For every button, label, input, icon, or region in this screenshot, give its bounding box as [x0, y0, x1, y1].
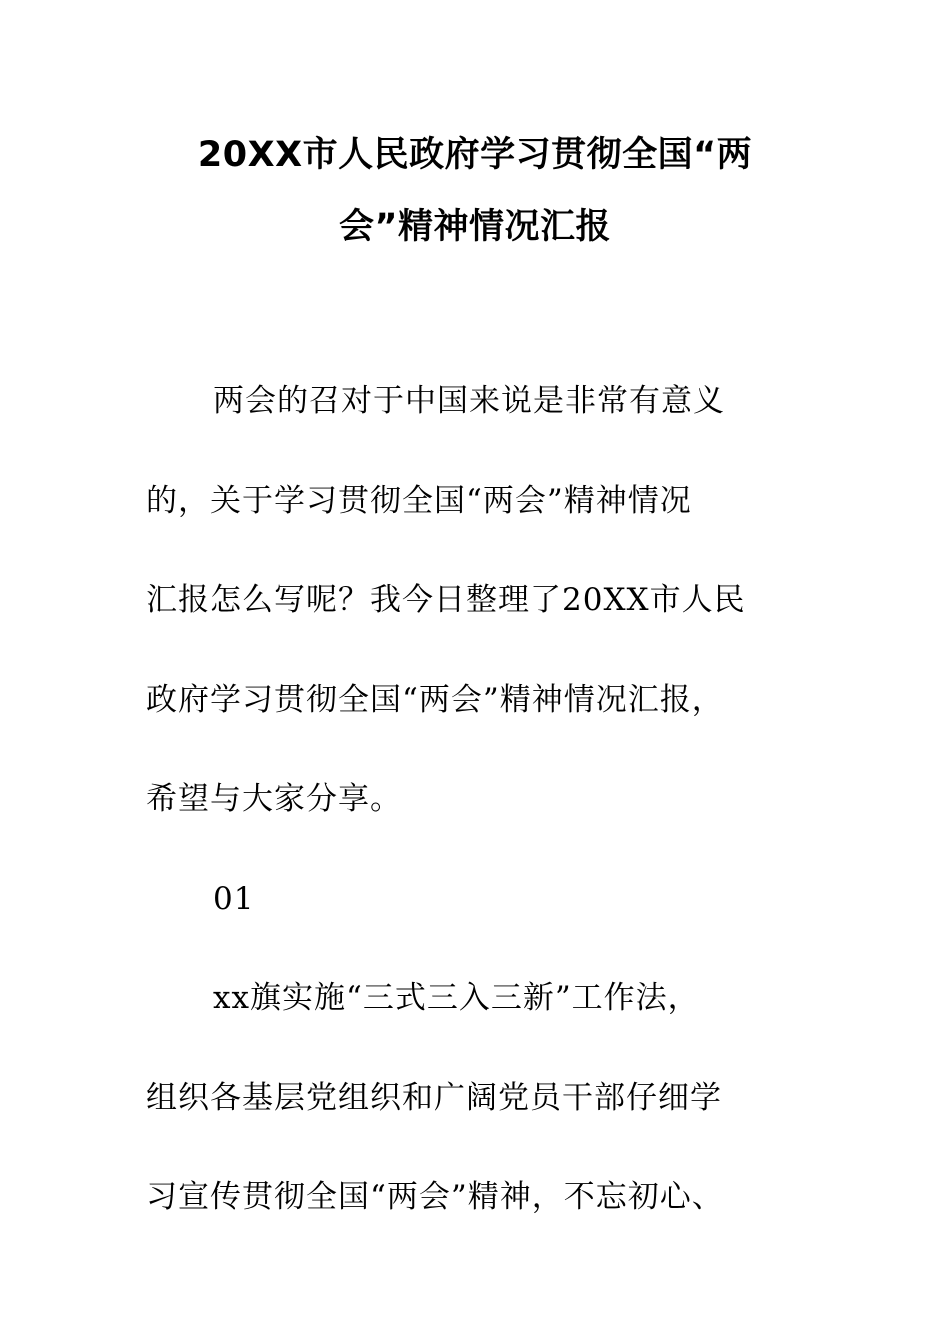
body-line-1: 两会的召对于中国来说是非常有意义 — [213, 383, 725, 419]
body-line-3: 汇报怎么写呢？我今日整理了20XX市人民 — [146, 582, 746, 618]
body-line-2: 的，关于学习贯彻全国“两会”精神情况 — [146, 483, 692, 519]
body-line-4: 政府学习贯彻全国“两会”精神情况汇报， — [146, 682, 724, 718]
body-line-8: 组织各基层党组织和广阔党员干部仔细学 — [146, 1080, 722, 1116]
body-line-5: 希望与大家分享。 — [146, 781, 402, 817]
section-number: 01 — [213, 881, 255, 917]
body-line-7: xx旗实施“三式三入三新”工作法， — [213, 980, 700, 1016]
body-line-9: 习宣传贯彻全国“两会”精神，不忘初心、 — [146, 1179, 724, 1215]
document-title-line-1: 20XX市人民政府学习贯彻全国“两 — [197, 135, 753, 175]
document-title-line-2: 会”精神情况汇报 — [338, 207, 611, 247]
